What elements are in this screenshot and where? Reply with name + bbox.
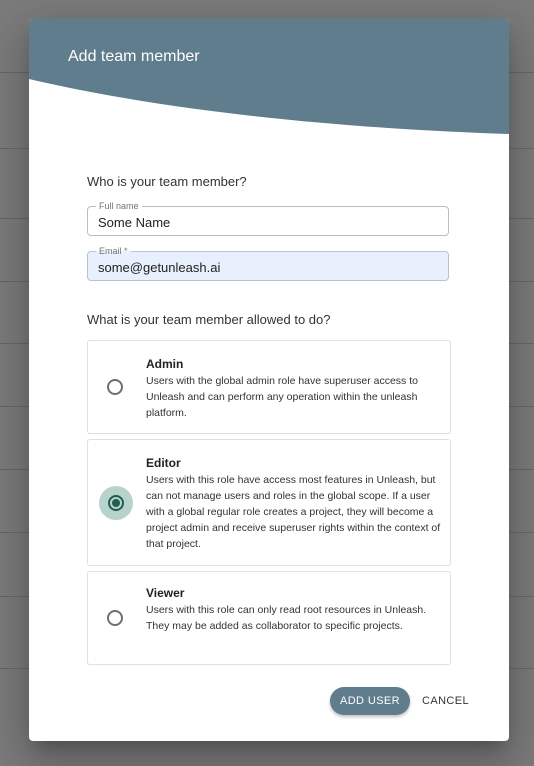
cancel-button[interactable]: CANCEL: [416, 687, 474, 715]
email-field[interactable]: [87, 246, 449, 281]
dialog-title: Add team member: [68, 48, 200, 65]
role-name-admin: Admin: [146, 357, 184, 371]
radio-button-admin[interactable]: [107, 379, 123, 395]
email-input[interactable]: some@getunleash.ai: [98, 260, 221, 275]
add-team-member-dialog: [29, 19, 509, 741]
dialog-header-wave: [29, 19, 509, 134]
radio-button-viewer[interactable]: [107, 610, 123, 626]
role-description-editor: Users with this role have access most features in Unleash, but can not manage users and roles in the global scope. If a user with a global regular role creates a project, they will become a project admin and receive superuser rights within the context of that project.: [146, 474, 441, 550]
full-name-field[interactable]: [87, 201, 449, 236]
role-option-editor[interactable]: [87, 439, 451, 566]
full-name-input[interactable]: Some Name: [98, 215, 171, 230]
role-option-admin[interactable]: [87, 340, 451, 434]
radio-button-editor[interactable]: [99, 486, 133, 520]
role-description-admin: Users with the global admin role have superuser access to Unleash and can perform any operation within the unleash platform.: [146, 375, 418, 419]
add-user-button[interactable]: ADD USER: [330, 687, 410, 715]
role-option-viewer[interactable]: [87, 571, 451, 665]
radio-selected-dot: [112, 499, 120, 507]
role-question: What is your team member allowed to do?: [87, 312, 331, 327]
email-label: Email *: [96, 246, 131, 256]
role-name-viewer: Viewer: [146, 586, 185, 600]
identity-question: Who is your team member?: [87, 174, 247, 189]
full-name-label: Full name: [96, 201, 142, 211]
role-description-viewer: Users with this role can only read root resources in Unleash. They may be added as collaborator to specific projects.: [146, 604, 427, 632]
role-name-editor: Editor: [146, 456, 181, 470]
